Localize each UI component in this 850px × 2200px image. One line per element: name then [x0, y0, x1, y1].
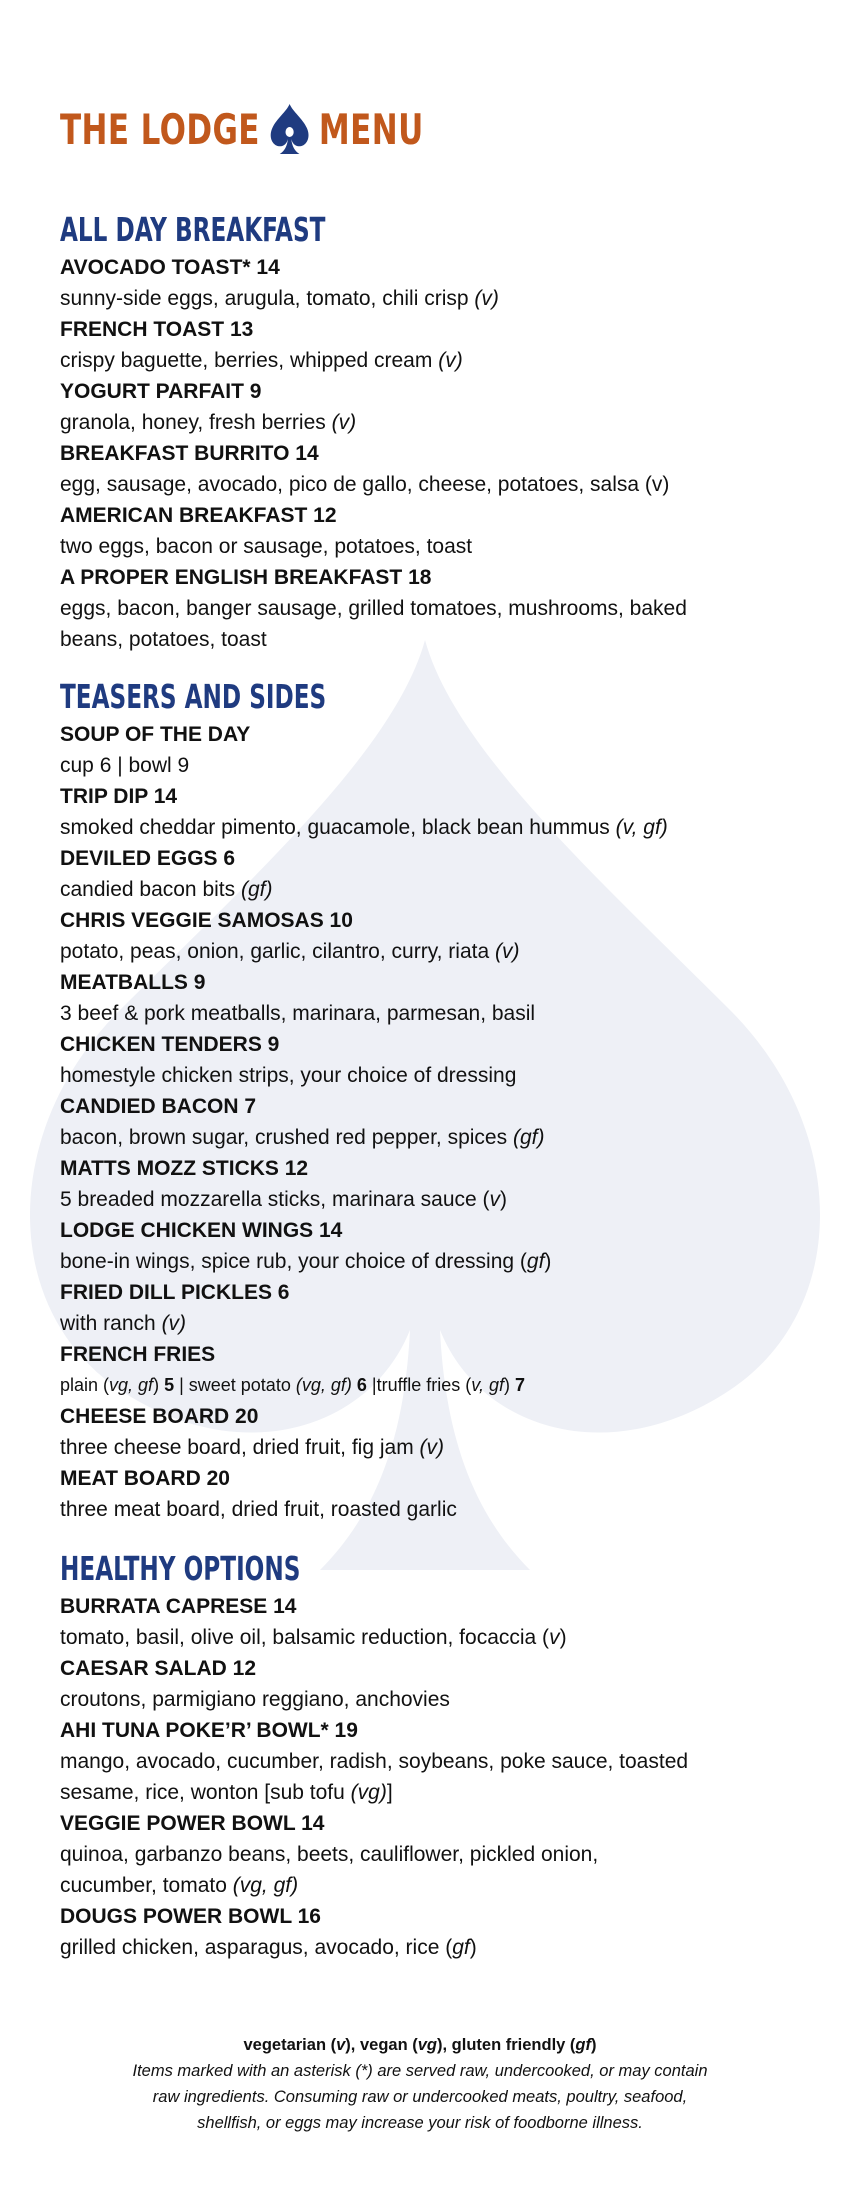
section-healthy: [60, 1547, 780, 1963]
section-heading-breakfast: ALL DAY BREAKFAST: [60, 210, 326, 249]
menu-item: [60, 1808, 780, 1901]
title-left: THE LODGE: [60, 104, 260, 154]
item-name: MEATBALLS 9: [60, 971, 206, 994]
item-desc-fries: plain (vg, gf) 5 | sweet potato (vg, gf) 6 |truffle fries (v, gf) 7: [60, 1375, 525, 1395]
item-name: AMERICAN BREAKFAST 12: [60, 504, 337, 527]
title-right: MENU: [318, 104, 424, 154]
item-desc: bacon, brown sugar, crushed red pepper, spices (gf): [60, 1126, 545, 1149]
disclaimer-line: Items marked with an asterisk (*) are served raw, undercooked, or may contain: [132, 2062, 708, 2080]
item-desc: mango, avocado, cucumber, radish, soybeans, poke sauce, toasted: [60, 1750, 689, 1773]
menu-item: [60, 1463, 780, 1525]
menu-footer: [60, 2032, 780, 2136]
item-name: FRIED DILL PICKLES 6: [60, 1281, 290, 1304]
section-breakfast: [60, 208, 780, 655]
item-desc: tomato, basil, olive oil, balsamic reduction, focaccia (v): [60, 1626, 567, 1649]
item-desc: 5 breaded mozzarella sticks, marinara sauce (v): [60, 1188, 508, 1211]
menu-item: [60, 1091, 780, 1153]
item-name: CANDIED BACON 7: [60, 1095, 257, 1118]
menu-item: [60, 1901, 780, 1963]
menu-item: [60, 1029, 780, 1091]
menu-item: [60, 376, 780, 438]
section-heading-healthy: HEALTHY OPTIONS: [60, 1549, 301, 1588]
item-name: AVOCADO TOAST* 14: [60, 256, 280, 279]
disclaimer-line: raw ingredients. Consuming raw or undercooked meats, poultry, seafood,: [152, 2088, 688, 2106]
item-name: FRENCH FRIES: [60, 1343, 216, 1366]
item-name: CHICKEN TENDERS 9: [60, 1033, 280, 1056]
disclaimer-line: shellfish, or eggs may increase your risk of foodborne illness.: [197, 2114, 643, 2132]
item-desc: crispy baguette, berries, whipped cream (v): [60, 349, 463, 372]
menu-item: [60, 500, 780, 562]
item-name: CHRIS VEGGIE SAMOSAS 10: [60, 909, 353, 932]
item-desc: homestyle chicken strips, your choice of dressing: [60, 1064, 517, 1087]
item-desc: sunny-side eggs, arugula, tomato, chili crisp (v): [60, 287, 499, 310]
item-name: TRIP DIP 14: [60, 785, 178, 808]
item-desc: cup 6 | bowl 9: [60, 754, 190, 777]
item-desc: 3 beef & pork meatballs, marinara, parmesan, basil: [60, 1002, 536, 1025]
menu-item: [60, 252, 780, 314]
item-desc: smoked cheddar pimento, guacamole, black bean hummus (v, gf): [60, 816, 668, 839]
item-name: CAESAR SALAD 12: [60, 1657, 257, 1680]
item-name: BREAKFAST BURRITO 14: [60, 442, 319, 465]
menu-item: [60, 562, 780, 655]
menu-item: [60, 781, 780, 843]
menu-title: [60, 102, 424, 156]
menu-item: [60, 905, 780, 967]
item-name: FRENCH TOAST 13: [60, 318, 254, 341]
spade-icon: [268, 102, 311, 156]
item-name: AHI TUNA POKE’R’ BOWL* 19: [60, 1719, 358, 1742]
item-desc: eggs, bacon, banger sausage, grilled tomatoes, mushrooms, baked: [60, 597, 687, 620]
item-desc-cont: beans, potatoes, toast: [60, 628, 267, 651]
item-name: YOGURT PARFAIT 9: [60, 380, 262, 403]
item-desc: potato, peas, onion, garlic, cilantro, curry, riata (v): [60, 940, 520, 963]
item-name: SOUP OF THE DAY: [60, 723, 251, 746]
item-desc-cont: sesame, rice, wonton [sub tofu (vg)]: [60, 1781, 393, 1804]
item-desc: with ranch (v): [60, 1312, 187, 1335]
item-name: CHEESE BOARD 20: [60, 1405, 259, 1428]
item-name: LODGE CHICKEN WINGS 14: [60, 1219, 343, 1242]
section-heading-teasers: TEASERS AND SIDES: [60, 677, 327, 716]
item-desc: two eggs, bacon or sausage, potatoes, toast: [60, 535, 473, 558]
item-desc: quinoa, garbanzo beans, beets, cauliflower, pickled onion,: [60, 1843, 599, 1866]
menu-item: [60, 1591, 780, 1653]
item-desc: granola, honey, fresh berries (v): [60, 411, 357, 434]
item-desc: candied bacon bits (gf): [60, 878, 273, 901]
section-teasers: [60, 675, 780, 1525]
menu-item-fries: [60, 1339, 780, 1401]
item-name: A PROPER ENGLISH BREAKFAST 18: [60, 566, 432, 589]
item-name: VEGGIE POWER BOWL 14: [60, 1812, 325, 1835]
menu-item: [60, 314, 780, 376]
item-desc: bone-in wings, spice rub, your choice of dressing (gf): [60, 1250, 552, 1273]
menu-item: [60, 1153, 780, 1215]
menu-item: [60, 843, 780, 905]
item-desc: three meat board, dried fruit, roasted garlic: [60, 1498, 457, 1521]
item-desc-cont: cucumber, tomato (vg, gf): [60, 1874, 299, 1897]
item-desc: grilled chicken, asparagus, avocado, rice (gf): [60, 1936, 477, 1959]
item-name: BURRATA CAPRESE 14: [60, 1595, 297, 1618]
menu-item: [60, 719, 780, 781]
item-desc: egg, sausage, avocado, pico de gallo, cheese, potatoes, salsa (v): [60, 473, 670, 496]
menu-item: [60, 1715, 780, 1808]
item-name: MATTS MOZZ STICKS 12: [60, 1157, 309, 1180]
menu-item: [60, 438, 780, 500]
item-name: DOUGS POWER BOWL 16: [60, 1905, 321, 1928]
menu-item: [60, 1401, 780, 1463]
dietary-legend: vegetarian (v), vegan (vg), gluten friendly (gf): [243, 2036, 597, 2054]
menu-item: [60, 1215, 780, 1277]
menu-item: [60, 967, 780, 1029]
item-name: DEVILED EGGS 6: [60, 847, 236, 870]
menu-item: [60, 1653, 780, 1715]
item-desc: three cheese board, dried fruit, fig jam (v): [60, 1436, 445, 1459]
item-name: MEAT BOARD 20: [60, 1467, 230, 1490]
menu-item: [60, 1277, 780, 1339]
item-desc: croutons, parmigiano reggiano, anchovies: [60, 1688, 450, 1711]
